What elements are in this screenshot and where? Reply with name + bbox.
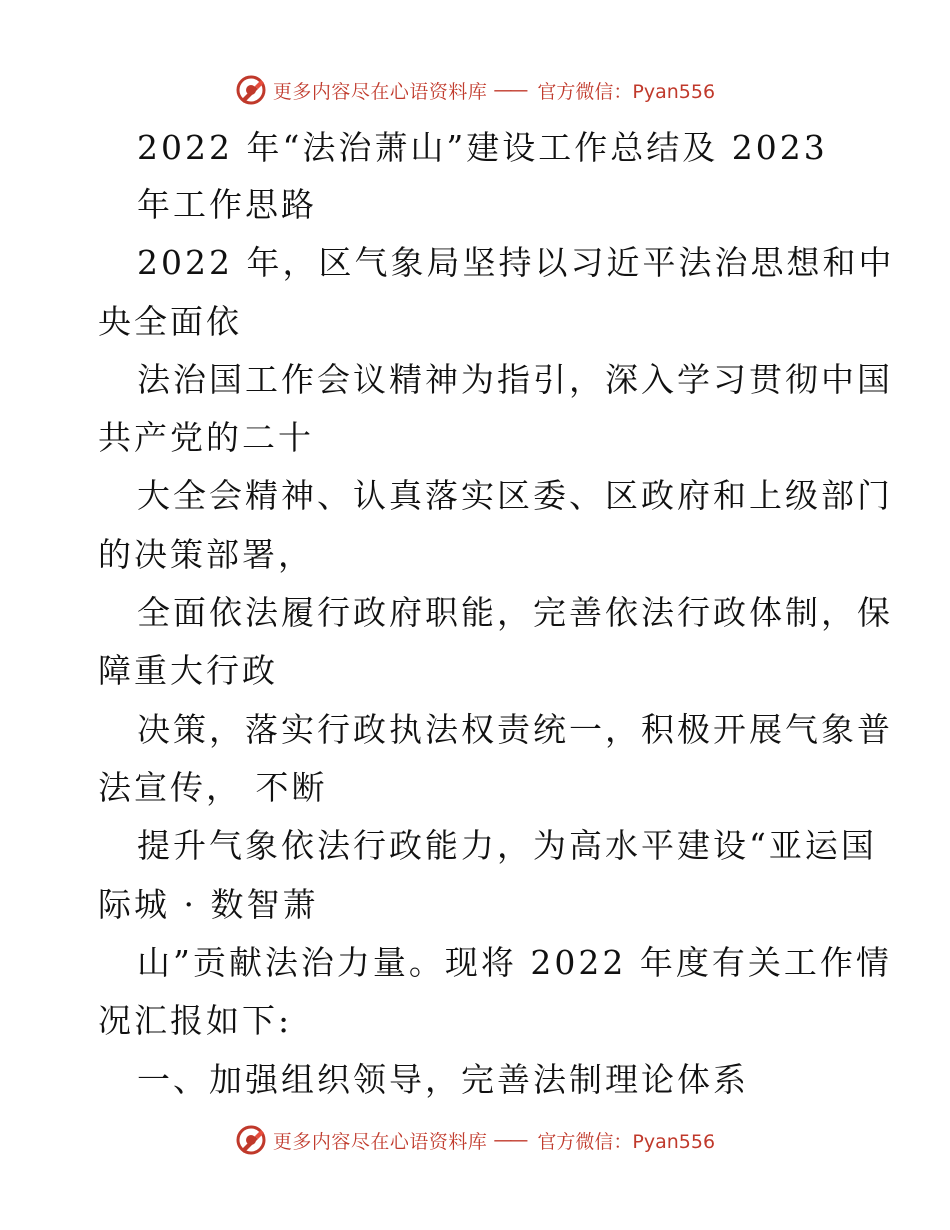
watermark-group (235, 74, 715, 106)
watermark-brand-text: 更多内容尽在心语资料库 (272, 1130, 488, 1153)
paragraph-line: 的决策部署， (98, 535, 314, 574)
header-watermark (0, 70, 950, 110)
paragraph-line: 2022 年，区气象局坚持以习近平法治思想和中 (137, 243, 895, 282)
paragraph-line: 决策，落实行政执法权责统一，积极开展气象普 (137, 710, 893, 749)
paragraph-line: 大全会精神、认真落实区委、区政府和上级部门 (137, 476, 893, 515)
paragraph-line: 障重大行政 (98, 651, 278, 690)
paragraph-line: 央全面依 (98, 302, 242, 341)
pen-logo-icon (235, 1124, 267, 1156)
watermark-separator: —— (493, 79, 526, 101)
watermark-group (235, 1124, 715, 1156)
document-title-line-1: 2022 年“法治萧山”建设工作总结及 2023 (137, 128, 828, 167)
paragraph-line: 提升气象依法行政能力，为高水平建设“亚运国 (137, 826, 877, 865)
watermark-official-text: 官方微信：Pyan556 (537, 1130, 716, 1153)
paragraph-line: 际城 · 数智萧 (98, 885, 319, 924)
watermark-brand-text: 更多内容尽在心语资料库 (272, 80, 488, 103)
paragraph-line: 共产党的二十 (98, 418, 314, 457)
document-title-line-2: 年工作思路 (137, 185, 317, 224)
paragraph-line: 法宣传， 不断 (98, 768, 328, 807)
pen-logo-icon (235, 74, 267, 106)
paragraph-line: 山”贡献法治力量。现将 2022 年度有关工作情 (137, 943, 892, 982)
paragraph-line: 法治国工作会议精神为指引，深入学习贯彻中国 (137, 360, 893, 399)
paragraph-line: 况汇报如下: (98, 1001, 293, 1040)
watermark-official-text: 官方微信：Pyan556 (537, 80, 716, 103)
watermark-separator: —— (493, 1129, 526, 1151)
section-heading: 一、加强组织领导，完善法制理论体系 (137, 1060, 749, 1099)
paragraph-line: 全面依法履行政府职能，完善依法行政体制，保 (137, 593, 893, 632)
footer-watermark (0, 1120, 950, 1160)
